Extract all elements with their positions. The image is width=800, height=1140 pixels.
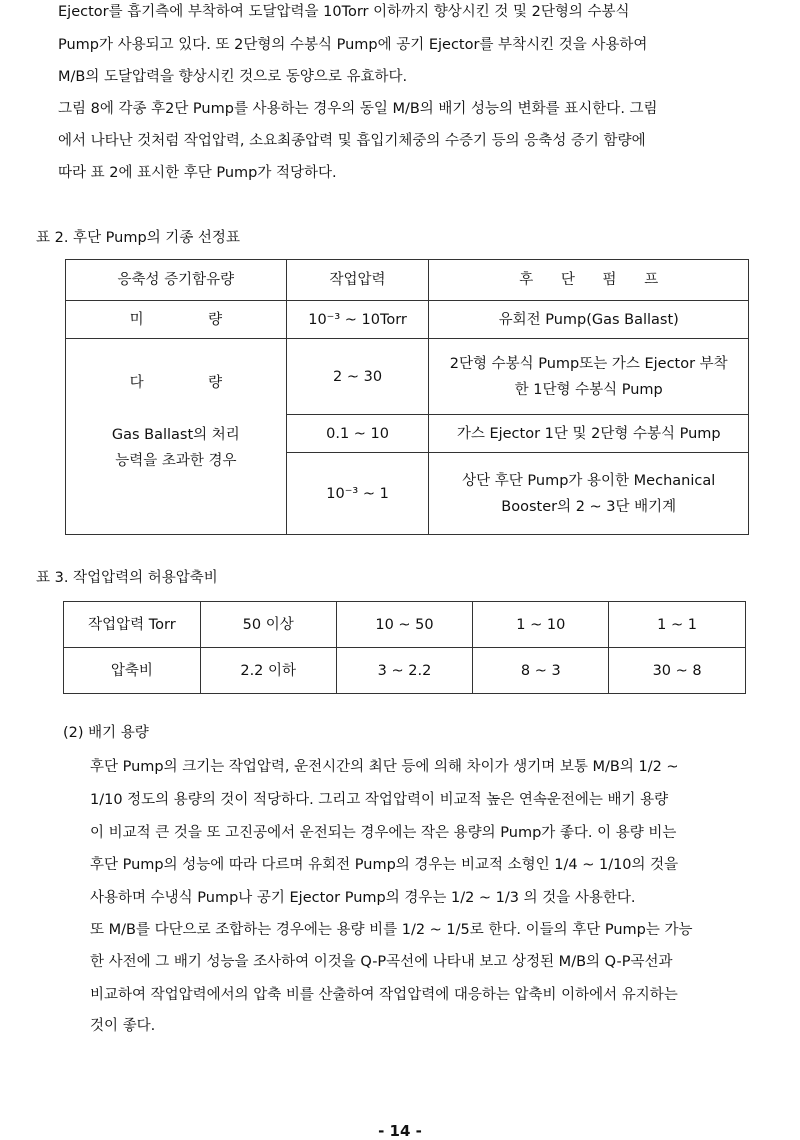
table-cell: 10⁻³ ~ 10Torr <box>286 301 429 339</box>
page-number: - 14 - <box>378 1122 422 1140</box>
table-row <box>64 602 746 648</box>
text-line: M/B의 도달압력을 향상시킨 것으로 동양으로 유효하다. <box>58 69 408 85</box>
table-cell-text: 상단 후단 Pump가 용이한 Mechanical <box>462 472 716 489</box>
table2 <box>65 259 749 535</box>
text-line: 따라 표 2에 표시한 후단 Pump가 적당하다. <box>58 165 337 181</box>
table-cell: 1 ~ 1 <box>609 602 746 648</box>
table-cell: 압축비 <box>64 648 201 694</box>
table-header: 후 단 펌 프 <box>429 260 749 301</box>
table-cell <box>429 339 749 415</box>
table-cell: 3 ~ 2.2 <box>336 648 473 694</box>
text-line: 후단 Pump의 성능에 따라 다르며 유회전 Pump의 경우는 비교적 소형인 1/4 ~ 1/10의 것을 <box>90 857 679 873</box>
section-heading: (2) 배기 용량 <box>63 725 149 741</box>
table-cell-text: 능력을 초과한 경우 <box>115 452 237 469</box>
table-cell-text: 다 량 <box>129 374 223 391</box>
table-cell: 30 ~ 8 <box>609 648 746 694</box>
table-row <box>66 301 749 339</box>
table-cell-text: 한 1단형 수봉식 Pump <box>514 381 663 398</box>
text-line: 1/10 정도의 용량의 것이 적당하다. 그리고 작업압력이 비교적 높은 연속운전에는 배기 용량 <box>90 792 669 808</box>
text-line: 것이 좋다. <box>90 1018 156 1034</box>
table-cell-text: Booster의 2 ~ 3단 배기계 <box>501 498 677 515</box>
text-line: 비교하여 작업압력에서의 압축 비를 산출하여 작업압력에 대응하는 압축비 이하에서 유지하는 <box>90 987 678 1003</box>
text-line: 에서 나타난 것처럼 작업압력, 소요최종압력 및 흡입기체중의 수증기 등의 응축성 증기 함량에 <box>58 133 646 149</box>
table-header: 작업압력 <box>286 260 429 301</box>
table-cell: 10 ~ 50 <box>336 602 473 648</box>
table3-caption: 표 3. 작업압력의 허용압축비 <box>36 570 218 586</box>
text-line: 또 M/B를 다단으로 조합하는 경우에는 용량 비를 1/2 ~ 1/5로 한다. 이들의 후단 Pump는 가능 <box>90 922 693 938</box>
text-line: Ejector를 흡기측에 부착하여 도달압력을 10Torr 이하까지 향상시킨 것 및 2단형의 수봉식 <box>58 4 630 20</box>
table-row <box>66 339 749 415</box>
text-line: 사용하며 수냉식 Pump나 공기 Ejector Pump의 경우는 1/2 ~ 1/3 의 것을 사용한다. <box>90 890 636 906</box>
table-cell <box>429 453 749 535</box>
table3 <box>63 601 746 694</box>
table-cell-text: 2단형 수봉식 Pump또는 가스 Ejector 부착 <box>449 355 728 372</box>
table-cell: 미 량 <box>66 301 287 339</box>
table-row <box>64 648 746 694</box>
table-row <box>66 260 749 301</box>
table-cell: 8 ~ 3 <box>473 648 609 694</box>
table-cell: 작업압력 Torr <box>64 602 201 648</box>
table-header: 응축성 증기함유량 <box>66 260 287 301</box>
table-cell: 유회전 Pump(Gas Ballast) <box>429 301 749 339</box>
table-cell: 1 ~ 10 <box>473 602 609 648</box>
table-cell: 10⁻³ ~ 1 <box>286 453 429 535</box>
table-cell: 2 ~ 30 <box>286 339 429 415</box>
table-cell: 0.1 ~ 10 <box>286 415 429 453</box>
table-cell: 가스 Ejector 1단 및 2단형 수봉식 Pump <box>429 415 749 453</box>
text-line: Pump가 사용되고 있다. 또 2단형의 수봉식 Pump에 공기 Ejector를 부착시킨 것을 사용하여 <box>58 37 648 53</box>
table-cell-merged <box>66 339 287 535</box>
text-line: 이 비교적 큰 것을 또 고진공에서 운전되는 경우에는 작은 용량의 Pump가 좋다. 이 용량 비는 <box>90 825 677 841</box>
table-cell: 2.2 이하 <box>200 648 336 694</box>
text-line: 그림 8에 각종 후2단 Pump를 사용하는 경우의 동일 M/B의 배기 성능의 변화를 표시한다. 그림 <box>58 101 658 117</box>
text-line: 후단 Pump의 크기는 작업압력, 운전시간의 최단 등에 의해 차이가 생기며 보통 M/B의 1/2 ~ <box>90 759 679 775</box>
text-line: 한 사전에 그 배기 성능을 조사하여 이것을 Q-P곡선에 나타내 보고 상정된 M/B의 Q-P곡선과 <box>90 954 673 970</box>
table-cell: 50 이상 <box>200 602 336 648</box>
table2-caption: 표 2. 후단 Pump의 기종 선정표 <box>36 230 240 246</box>
table-cell-text: Gas Ballast의 처리 <box>111 426 240 443</box>
